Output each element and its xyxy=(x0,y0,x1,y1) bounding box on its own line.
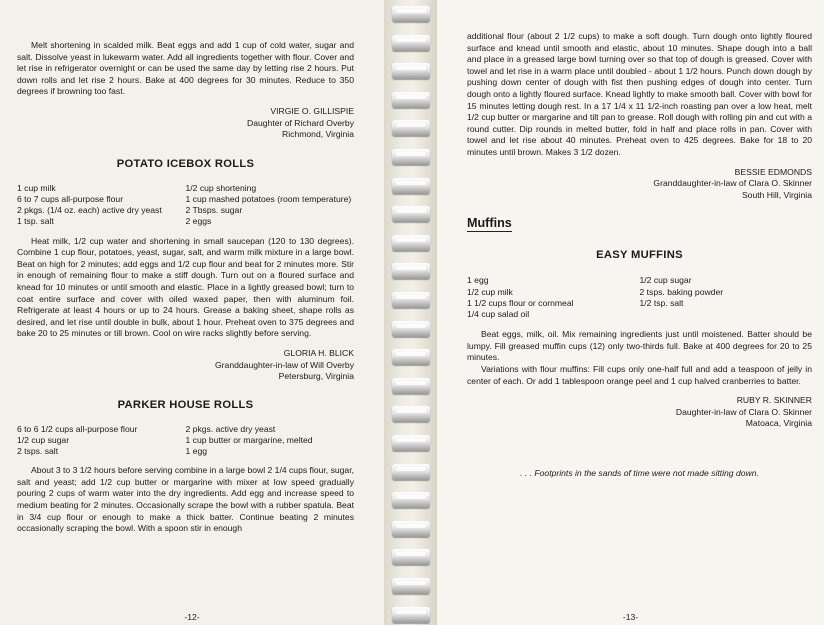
signature-relation: Daughter of Richard Overby xyxy=(247,117,354,128)
binding-coil xyxy=(392,206,430,222)
potato-rolls-directions: Heat milk, 1/2 cup water and shortening in small saucepan (120 to 130 degrees). Combine 1 cup flour, potatoes, yeast, sugar, salt, and warm milk mixture in a large bowl. Beat on high for 2 minutes; add eggs and 1/2 cup flour and beat for 2 minutes more. Stir in enough of remaining flour to make a stiff dough. Turn out on a floured surface and knead for 10 minutes or until smooth and elastic. Place in a lightly greased bowl; turn to coat entire surface and cover with oiled waxed paper, then with aluminum foil. Refrigerate at least 4 hours or up to 24 hours. Grease a baking sheet, shape rolls as desired, and let rise until double in bulk, about 1 hour. Preheat oven to 375 degrees and bake 20 to 25 minutes or till brown. Cool on wire racks slightly before serving. xyxy=(17,235,354,339)
intro-signature xyxy=(17,106,354,141)
binding-coil xyxy=(392,35,430,51)
binding-coil xyxy=(392,149,430,165)
ingredient: 1 cup mashed potatoes (room temperature) xyxy=(185,193,352,204)
binding-coil xyxy=(392,235,430,251)
page-number: -13- xyxy=(622,612,639,622)
ingredient: 2 pkgs. active dry yeast xyxy=(185,423,276,434)
signature-place: Matoaca, Virginia xyxy=(745,418,812,429)
ingredients-right-column xyxy=(186,183,355,228)
ingredient: 1/2 cup milk xyxy=(467,286,513,297)
binding-coil xyxy=(392,263,430,279)
section-heading-wrap xyxy=(467,214,812,232)
ingredient: 1/2 cup sugar xyxy=(17,434,70,445)
binding-coil xyxy=(392,292,430,308)
binding-coil xyxy=(392,321,430,337)
ingredient: 1 cup butter or margarine, melted xyxy=(185,434,313,445)
signature-place: Petersburg, Virginia xyxy=(278,371,354,382)
binding-coil xyxy=(392,578,430,594)
ingredient: 6 to 6 1/2 cups all-purpose flour xyxy=(17,423,138,434)
ingredient: 2 tsps. salt xyxy=(17,446,59,457)
ingredient: 1 1/2 cups flour or cornmeal xyxy=(467,297,574,308)
ingredients-left-column xyxy=(17,183,186,228)
ingredients-left-column xyxy=(467,275,640,320)
binding-coil xyxy=(392,120,430,136)
binding-coil xyxy=(392,607,430,623)
binding-coil xyxy=(392,378,430,394)
signature-relation: Granddaughter-in-law of Will Overby xyxy=(215,359,354,370)
ingredient: 6 to 7 cups all-purpose flour xyxy=(17,193,124,204)
recipe-title-parker-house-rolls: PARKER HOUSE ROLLS xyxy=(117,398,254,411)
signature-name: GLORIA H. BLICK xyxy=(283,347,354,358)
easy-muffins-directions: Beat eggs, milk, oil. Mix remaining ingredients just until moistened. Batter should be lumpy. Fill greased muffin cups (12) only two-thirds full. Bake at 400 degrees for 20 to 25 minutes. xyxy=(467,329,812,363)
potato-rolls-ingredients xyxy=(17,183,354,228)
binding-coil xyxy=(392,6,430,22)
potato-rolls-signature xyxy=(17,348,354,383)
continued-paragraph: additional flour (about 2 1/2 cups) to make a soft dough. Turn dough onto lightly floured surface and knead until smooth and elastic, about 10 minutes. Shape dough into a ball and place in a greased large bowl turning over so that top of dough is greased. Cover with towel and let rise in a warm place until doubled - about 1 1/2 hours. Punch down dough by pushing down center of dough with fist then pushing edges of dough into center. Turn dough onto a lightly floured surface. Knead lightly to make smooth ball. Cover with bowl for 15 minutes letting dough rest. In a 17 1/4 x 11 1/2-inch roasting pan over a low heat, melt 1/2 cup butter or margarine and tilt pan to grease. Roll dough with rolling pin and cut with a round cutter. Dip rounds in melted butter, fold in half and place rolls in pan. Cover with towel and let rise about 40 minutes. Preheat oven to 425 degrees. Bake for 18 to 20 minutes until brown. Makes 3 1/2 dozen. xyxy=(467,31,812,157)
ingredients-right-column xyxy=(186,424,355,458)
ingredient: 2 pkgs. (1/4 oz. each) active dry yeast xyxy=(17,205,162,216)
signature-place: South Hill, Virginia xyxy=(741,189,812,200)
binding-coil xyxy=(392,521,430,537)
recipe-title-easy-muffins: EASY MUFFINS xyxy=(596,249,683,262)
spiral-binding xyxy=(384,0,437,625)
binding-coil xyxy=(392,549,430,565)
signature-name: RUBY R. SKINNER xyxy=(736,395,812,406)
ingredient: 1 tsp. salt xyxy=(17,216,54,227)
easy-muffins-variations: Variations with flour muffins: Fill cups only one-half full and add a teaspoon of jelly in center of each. Or add 1 tablespoon orange peel and 1 cup halved cranberries to batter. xyxy=(467,363,812,386)
signature-relation: Granddaughter-in-law of Clara O. Skinner xyxy=(653,178,812,189)
ingredient: 1 egg xyxy=(185,446,208,457)
binding-coil xyxy=(392,464,430,480)
parker-rolls-directions: About 3 to 3 1/2 hours before serving combine in a large bowl 2 1/4 cups flour, sugar, salt and yeast; add 1/2 cup butter or margarine with mixer at low speed gradually pouring 2 cups of warm water into the dry ingredients. Add egg and increase speed to medium beating for 2 minutes. Occasionally scrape the bowl with a rubber spatula. Beat in 3/4 cup flour or enough to make a thick batter. Continue beating 2 minutes occasionally scraping the bowl. With a spoon stir in enough xyxy=(17,465,354,534)
page-number: -12- xyxy=(184,612,200,622)
continued-signature xyxy=(467,167,812,202)
signature-relation: Daughter-in-law of Clara O. Skinner xyxy=(675,406,812,417)
intro-paragraph: Melt shortening in scalded milk. Beat eggs and add 1 cup of cold water, sugar and salt. Dissolve yeast in lukewarm water. Add all ingredients together with flour. Cover and let rise in refrigerator overnight or can be used the same day by letting rise 2 hours. Put down rolls and let rise 2 hours. Bake at 400 degrees for 30 minutes. Reduce to 350 degrees if browning too fast. xyxy=(17,40,354,97)
binding-coil xyxy=(392,63,430,79)
ingredient: 1/2 cup shortening xyxy=(185,182,257,193)
ingredient: 2 Tbsps. sugar xyxy=(185,205,243,216)
easy-muffins-ingredients xyxy=(467,275,812,320)
binding-coil xyxy=(392,406,430,422)
ingredient: 1/2 tsp. salt xyxy=(639,297,684,308)
ingredient: 2 eggs xyxy=(185,216,212,227)
ingredient: 1/4 cup salad oil xyxy=(467,308,530,319)
section-title: Muffins xyxy=(467,216,512,231)
ingredients-right-column xyxy=(640,275,813,320)
ingredients-left-column xyxy=(17,424,186,458)
left-page xyxy=(0,0,384,625)
signature-place: Richmond, Virginia xyxy=(282,129,354,140)
binding-coil xyxy=(392,178,430,194)
ingredient: 1 egg xyxy=(467,275,489,286)
binding-coil xyxy=(392,435,430,451)
recipe-title-potato-icebox-rolls: POTATO ICEBOX ROLLS xyxy=(116,157,255,170)
parker-rolls-ingredients xyxy=(17,424,354,458)
binding-coil xyxy=(392,349,430,365)
binding-coil xyxy=(392,92,430,108)
ingredient: 1 cup milk xyxy=(17,182,56,193)
footer-quote: . . . Footprints in the sands of time were not made sitting down. xyxy=(520,467,759,478)
signature-name: BESSIE EDMONDS xyxy=(734,166,812,177)
ingredient: 2 tsps. baking powder xyxy=(639,286,724,297)
ingredient: 1/2 cup sugar xyxy=(639,275,692,286)
binding-coil xyxy=(392,492,430,508)
right-page xyxy=(437,0,824,625)
easy-muffins-signature xyxy=(467,395,812,430)
signature-name: VIRGIE O. GILLISPIE xyxy=(270,105,354,116)
